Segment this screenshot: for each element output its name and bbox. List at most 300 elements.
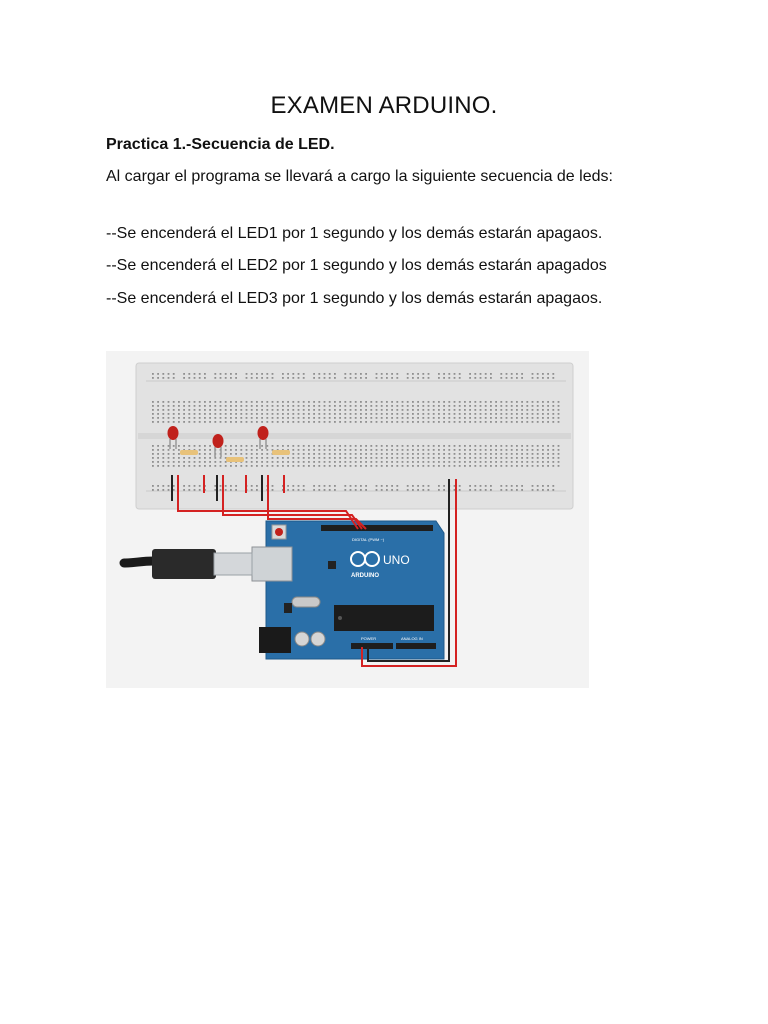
breadboard-hole xyxy=(485,421,487,423)
breadboard-hole xyxy=(391,401,393,403)
breadboard-hole xyxy=(246,377,248,379)
breadboard-hole xyxy=(490,417,492,419)
breadboard-hole xyxy=(386,485,388,487)
breadboard-hole xyxy=(360,417,362,419)
breadboard-hole xyxy=(391,445,393,447)
breadboard-hole xyxy=(178,465,180,467)
breadboard-hole xyxy=(220,421,222,423)
breadboard-hole xyxy=(485,401,487,403)
breadboard-hole xyxy=(230,421,232,423)
breadboard-hole xyxy=(287,401,289,403)
breadboard-hole xyxy=(303,421,305,423)
breadboard-hole xyxy=(438,401,440,403)
breadboard-hole xyxy=(282,409,284,411)
breadboard-hole xyxy=(516,377,518,379)
breadboard-hole xyxy=(500,377,502,379)
breadboard-hole xyxy=(422,465,424,467)
breadboard-hole xyxy=(168,409,170,411)
breadboard-hole xyxy=(428,465,430,467)
breadboard-hole xyxy=(313,417,315,419)
breadboard-hole xyxy=(188,377,190,379)
breadboard-hole xyxy=(469,373,471,375)
breadboard-hole xyxy=(277,445,279,447)
breadboard-hole xyxy=(313,413,315,415)
breadboard-hole xyxy=(230,417,232,419)
breadboard-hole xyxy=(552,421,554,423)
breadboard-hole xyxy=(495,461,497,463)
breadboard-hole xyxy=(303,413,305,415)
breadboard-hole xyxy=(194,401,196,403)
breadboard-hole xyxy=(298,449,300,451)
breadboard-hole xyxy=(157,457,159,459)
breadboard-hole xyxy=(194,489,196,491)
breadboard-hole xyxy=(173,457,175,459)
breadboard-hole xyxy=(303,409,305,411)
breadboard-hole xyxy=(386,377,388,379)
breadboard-hole xyxy=(417,457,419,459)
breadboard-hole xyxy=(526,449,528,451)
breadboard-hole xyxy=(381,417,383,419)
breadboard-hole xyxy=(443,405,445,407)
breadboard-hole xyxy=(386,401,388,403)
breadboard-hole xyxy=(417,421,419,423)
breadboard-hole xyxy=(329,417,331,419)
breadboard-hole xyxy=(386,449,388,451)
breadboard-hole xyxy=(454,449,456,451)
breadboard-hole xyxy=(438,449,440,451)
breadboard-hole xyxy=(246,461,248,463)
breadboard-hole xyxy=(532,465,534,467)
breadboard-hole xyxy=(168,485,170,487)
breadboard-hole xyxy=(360,401,362,403)
breadboard-hole xyxy=(422,445,424,447)
breadboard-hole xyxy=(500,373,502,375)
breadboard-hole xyxy=(480,445,482,447)
breadboard-hole xyxy=(188,405,190,407)
breadboard-hole xyxy=(313,421,315,423)
breadboard-hole xyxy=(412,453,414,455)
breadboard-hole xyxy=(480,401,482,403)
breadboard-hole xyxy=(162,405,164,407)
breadboard-hole xyxy=(313,373,315,375)
breadboard-hole xyxy=(329,449,331,451)
breadboard-hole xyxy=(240,421,242,423)
breadboard-hole xyxy=(428,405,430,407)
breadboard-hole xyxy=(381,413,383,415)
breadboard-hole xyxy=(552,409,554,411)
breadboard-hole xyxy=(532,413,534,415)
breadboard-hole xyxy=(448,457,450,459)
capacitor-2 xyxy=(311,632,325,646)
breadboard-hole xyxy=(417,413,419,415)
breadboard-hole xyxy=(162,489,164,491)
breadboard-hole xyxy=(459,409,461,411)
breadboard-hole xyxy=(516,417,518,419)
breadboard-hole xyxy=(422,449,424,451)
breadboard-hole xyxy=(558,453,560,455)
breadboard-hole xyxy=(220,373,222,375)
breadboard-hole xyxy=(173,409,175,411)
breadboard-hole xyxy=(318,445,320,447)
breadboard-hole xyxy=(287,461,289,463)
breadboard-hole xyxy=(251,453,253,455)
breadboard-hole xyxy=(350,373,352,375)
breadboard-hole xyxy=(292,377,294,379)
breadboard-hole xyxy=(355,413,357,415)
breadboard-hole xyxy=(495,465,497,467)
breadboard-hole xyxy=(313,409,315,411)
breadboard-hole xyxy=(188,401,190,403)
breadboard-hole xyxy=(235,405,237,407)
breadboard-hole xyxy=(329,413,331,415)
breadboard-hole xyxy=(303,377,305,379)
breadboard-hole xyxy=(459,445,461,447)
breadboard-hole xyxy=(194,485,196,487)
breadboard-hole xyxy=(474,453,476,455)
breadboard-hole xyxy=(552,465,554,467)
breadboard-hole xyxy=(469,377,471,379)
breadboard-hole xyxy=(282,405,284,407)
breadboard-hole xyxy=(469,461,471,463)
breadboard-hole xyxy=(209,417,211,419)
circuit-svg xyxy=(106,351,589,688)
breadboard-hole xyxy=(199,489,201,491)
breadboard-hole xyxy=(474,401,476,403)
breadboard-hole xyxy=(547,421,549,423)
breadboard-hole xyxy=(511,485,513,487)
breadboard-hole xyxy=(188,417,190,419)
breadboard-hole xyxy=(391,449,393,451)
breadboard-hole xyxy=(303,489,305,491)
breadboard-hole xyxy=(256,457,258,459)
breadboard-hole xyxy=(412,489,414,491)
breadboard-hole xyxy=(402,453,404,455)
breadboard-hole xyxy=(240,405,242,407)
breadboard-hole xyxy=(324,401,326,403)
breadboard-hole xyxy=(324,461,326,463)
digital-pins-label: DIGITAL (PWM ~) xyxy=(352,537,385,542)
breadboard-hole xyxy=(220,461,222,463)
breadboard-hole xyxy=(355,421,357,423)
breadboard-hole xyxy=(324,489,326,491)
breadboard-hole xyxy=(469,413,471,415)
breadboard-hole xyxy=(396,421,398,423)
breadboard-hole xyxy=(246,465,248,467)
breadboard-hole xyxy=(220,417,222,419)
breadboard-hole xyxy=(225,445,227,447)
breadboard-hole xyxy=(376,485,378,487)
breadboard-hole xyxy=(298,405,300,407)
breadboard-hole xyxy=(313,453,315,455)
breadboard-hole xyxy=(532,485,534,487)
breadboard-hole xyxy=(469,465,471,467)
breadboard-hole xyxy=(162,465,164,467)
breadboard-hole xyxy=(292,373,294,375)
circuit-diagram-image xyxy=(106,351,589,688)
board-model-label: UNO xyxy=(383,553,410,567)
breadboard-hole xyxy=(495,449,497,451)
breadboard-hole xyxy=(365,401,367,403)
breadboard-hole xyxy=(282,465,284,467)
breadboard-hole xyxy=(298,413,300,415)
breadboard-hole xyxy=(209,461,211,463)
breadboard-hole xyxy=(459,421,461,423)
breadboard-hole xyxy=(506,457,508,459)
breadboard-hole xyxy=(469,417,471,419)
breadboard-hole xyxy=(381,461,383,463)
breadboard-hole xyxy=(407,373,409,375)
breadboard-hole xyxy=(272,489,274,491)
breadboard-hole xyxy=(396,401,398,403)
breadboard-hole xyxy=(490,377,492,379)
breadboard-hole xyxy=(412,449,414,451)
breadboard-hole xyxy=(256,413,258,415)
breadboard-hole xyxy=(459,377,461,379)
breadboard-hole xyxy=(428,377,430,379)
breadboard-hole xyxy=(344,409,346,411)
breadboard-hole xyxy=(282,445,284,447)
breadboard-hole xyxy=(448,449,450,451)
breadboard-hole xyxy=(183,489,185,491)
breadboard-hole xyxy=(386,445,388,447)
breadboard-hole xyxy=(225,373,227,375)
breadboard-hole xyxy=(360,445,362,447)
breadboard-hole xyxy=(329,445,331,447)
breadboard-hole xyxy=(490,405,492,407)
breadboard-hole xyxy=(230,405,232,407)
breadboard-hole xyxy=(308,453,310,455)
breadboard-hole xyxy=(298,485,300,487)
breadboard-hole xyxy=(495,445,497,447)
breadboard-hole xyxy=(287,465,289,467)
breadboard-hole xyxy=(256,489,258,491)
breadboard-hole xyxy=(542,457,544,459)
breadboard-hole xyxy=(199,377,201,379)
breadboard-hole xyxy=(558,405,560,407)
breadboard-hole xyxy=(292,489,294,491)
breadboard-hole xyxy=(417,465,419,467)
breadboard-hole xyxy=(500,465,502,467)
breadboard-hole xyxy=(344,461,346,463)
breadboard-hole xyxy=(521,417,523,419)
breadboard-hole xyxy=(214,485,216,487)
breadboard-hole xyxy=(329,453,331,455)
breadboard-hole xyxy=(235,453,237,455)
breadboard-hole xyxy=(173,377,175,379)
breadboard-hole xyxy=(194,465,196,467)
breadboard-hole xyxy=(407,489,409,491)
breadboard-hole xyxy=(162,453,164,455)
breadboard-hole xyxy=(448,405,450,407)
breadboard-hole xyxy=(199,465,201,467)
breadboard-hole xyxy=(360,413,362,415)
breadboard-hole xyxy=(407,377,409,379)
breadboard-hole xyxy=(292,457,294,459)
breadboard-hole xyxy=(402,401,404,403)
breadboard-hole xyxy=(303,401,305,403)
breadboard-hole xyxy=(339,401,341,403)
breadboard-hole xyxy=(469,405,471,407)
breadboard-hole xyxy=(251,421,253,423)
breadboard-hole xyxy=(511,413,513,415)
breadboard-hole xyxy=(459,461,461,463)
breadboard-hole xyxy=(360,453,362,455)
breadboard-hole xyxy=(443,413,445,415)
usb-socket xyxy=(252,547,292,581)
breadboard-hole xyxy=(521,485,523,487)
breadboard-hole xyxy=(350,405,352,407)
breadboard-hole xyxy=(235,485,237,487)
breadboard-hole xyxy=(209,465,211,467)
breadboard-hole xyxy=(235,489,237,491)
breadboard-hole xyxy=(443,457,445,459)
breadboard-hole xyxy=(459,405,461,407)
breadboard-hole xyxy=(272,409,274,411)
breadboard-hole xyxy=(511,405,513,407)
breadboard-hole xyxy=(506,409,508,411)
crystal-oscillator xyxy=(292,597,320,607)
breadboard-hole xyxy=(417,453,419,455)
breadboard-hole xyxy=(157,485,159,487)
breadboard-hole xyxy=(188,409,190,411)
breadboard-hole xyxy=(334,445,336,447)
breadboard-hole xyxy=(376,417,378,419)
breadboard-hole xyxy=(287,445,289,447)
breadboard-hole xyxy=(230,401,232,403)
breadboard-hole xyxy=(532,401,534,403)
breadboard-hole xyxy=(386,453,388,455)
breadboard-hole xyxy=(292,465,294,467)
breadboard-hole xyxy=(162,373,164,375)
breadboard-hole xyxy=(266,453,268,455)
breadboard-hole xyxy=(370,465,372,467)
breadboard-hole xyxy=(464,465,466,467)
breadboard-hole xyxy=(480,373,482,375)
breadboard-hole xyxy=(459,449,461,451)
breadboard-hole xyxy=(199,485,201,487)
breadboard-hole xyxy=(365,413,367,415)
breadboard-hole xyxy=(391,461,393,463)
breadboard-hole xyxy=(511,401,513,403)
breadboard-hole xyxy=(355,465,357,467)
breadboard-hole xyxy=(298,401,300,403)
breadboard-hole xyxy=(443,417,445,419)
breadboard-hole xyxy=(480,377,482,379)
breadboard-hole xyxy=(318,457,320,459)
breadboard-hole xyxy=(266,417,268,419)
digital-header xyxy=(321,525,433,531)
breadboard-hole xyxy=(324,373,326,375)
breadboard-hole xyxy=(547,417,549,419)
breadboard-hole xyxy=(209,405,211,407)
breadboard-hole xyxy=(558,457,560,459)
breadboard-hole xyxy=(360,489,362,491)
breadboard-hole xyxy=(506,485,508,487)
breadboard-hole xyxy=(246,409,248,411)
breadboard-hole xyxy=(334,457,336,459)
breadboard-hole xyxy=(292,421,294,423)
breadboard-hole xyxy=(516,465,518,467)
breadboard-hole xyxy=(433,409,435,411)
breadboard-hole xyxy=(428,457,430,459)
breadboard-hole xyxy=(266,413,268,415)
breadboard-hole xyxy=(552,461,554,463)
breadboard-hole xyxy=(469,489,471,491)
breadboard-hole xyxy=(339,421,341,423)
breadboard-hole xyxy=(183,405,185,407)
breadboard-hole xyxy=(552,457,554,459)
breadboard-hole xyxy=(511,461,513,463)
breadboard-hole xyxy=(407,453,409,455)
breadboard-hole xyxy=(396,489,398,491)
breadboard-hole xyxy=(506,417,508,419)
breadboard-hole xyxy=(324,405,326,407)
breadboard-hole xyxy=(204,373,206,375)
breadboard-hole xyxy=(246,405,248,407)
breadboard-hole xyxy=(194,405,196,407)
breadboard-hole xyxy=(433,457,435,459)
breadboard-hole xyxy=(537,405,539,407)
breadboard-hole xyxy=(178,417,180,419)
breadboard-hole xyxy=(157,449,159,451)
breadboard-hole xyxy=(474,373,476,375)
breadboard-hole xyxy=(199,449,201,451)
breadboard-hole xyxy=(298,409,300,411)
breadboard-hole xyxy=(339,465,341,467)
breadboard-hole xyxy=(173,461,175,463)
breadboard-hole xyxy=(318,401,320,403)
breadboard-hole xyxy=(464,461,466,463)
breadboard-hole xyxy=(240,409,242,411)
breadboard-hole xyxy=(370,457,372,459)
breadboard-hole xyxy=(386,413,388,415)
breadboard-hole xyxy=(537,453,539,455)
breadboard-hole xyxy=(251,377,253,379)
breadboard-hole xyxy=(495,421,497,423)
breadboard-hole xyxy=(511,373,513,375)
breadboard-hole xyxy=(209,453,211,455)
breadboard-hole xyxy=(334,405,336,407)
breadboard-hole xyxy=(552,405,554,407)
breadboard-hole xyxy=(547,465,549,467)
breadboard-hole xyxy=(173,421,175,423)
breadboard-hole xyxy=(152,417,154,419)
breadboard-hole xyxy=(376,413,378,415)
breadboard-hole xyxy=(240,465,242,467)
breadboard-hole xyxy=(209,449,211,451)
breadboard-hole xyxy=(152,489,154,491)
breadboard-hole xyxy=(485,461,487,463)
breadboard-hole xyxy=(272,417,274,419)
breadboard-hole xyxy=(516,413,518,415)
breadboard-hole xyxy=(552,417,554,419)
breadboard-hole xyxy=(428,461,430,463)
breadboard-hole xyxy=(251,489,253,491)
breadboard-hole xyxy=(162,413,164,415)
breadboard-hole xyxy=(173,485,175,487)
breadboard-hole xyxy=(188,489,190,491)
breadboard-hole xyxy=(402,461,404,463)
breadboard-hole xyxy=(188,413,190,415)
breadboard-hole xyxy=(350,489,352,491)
breadboard-hole xyxy=(292,445,294,447)
breadboard-hole xyxy=(464,421,466,423)
breadboard-hole xyxy=(407,457,409,459)
breadboard-hole xyxy=(552,445,554,447)
breadboard-hole xyxy=(365,465,367,467)
breadboard-hole xyxy=(428,409,430,411)
breadboard-hole xyxy=(324,409,326,411)
